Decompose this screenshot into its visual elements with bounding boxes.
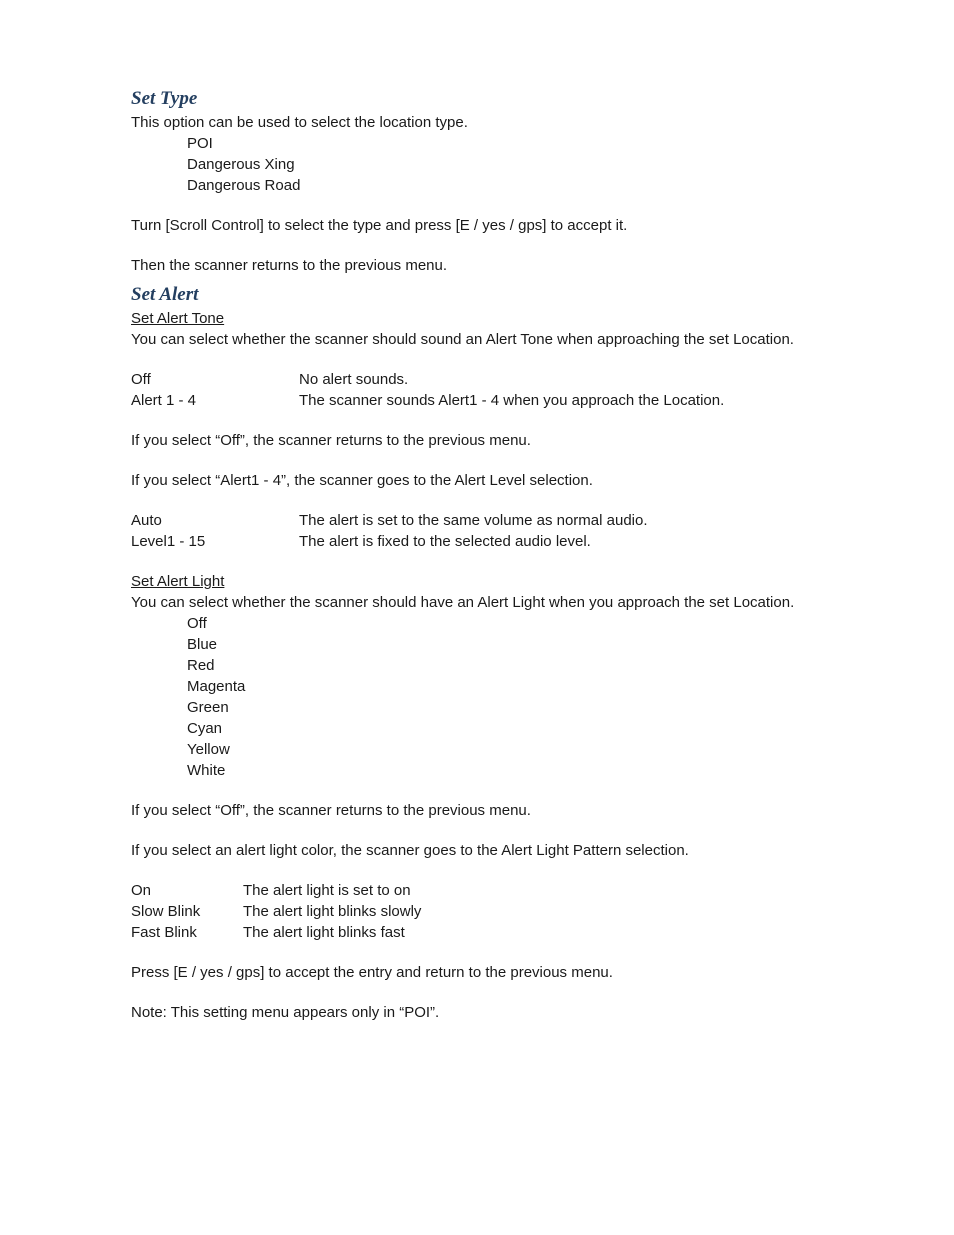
light-color-item: Blue [187,636,218,653]
level-option-desc: The alert is set to the same volume as normal audio. [299,512,648,529]
level-option-row [131,531,851,552]
pattern-option-desc: The alert light blinks slowly [243,903,422,920]
level-option-label: Auto [131,512,162,529]
pattern-option-desc: The alert light blinks fast [243,924,405,941]
light-color-text: If you select an alert light color, the scanner goes to the Alert Light Pattern selection. [131,842,689,859]
pattern-option-row [131,880,851,901]
pattern-option-label: Slow Blink [131,903,201,920]
document-page [131,86,851,1023]
light-off-text: If you select “Off”, the scanner returns to the previous menu. [131,802,531,819]
alert-light-intro: You can select whether the scanner should have an Alert Light when you approach the set Location. [131,594,795,611]
pattern-option-label: On [131,882,152,899]
level-option-label: Level1 - 15 [131,533,206,550]
tone-off-text: If you select “Off”, the scanner returns to the previous menu. [131,432,531,449]
level-option-desc: The alert is fixed to the selected audio level. [299,533,591,550]
type-option-dangerous-xing: Dangerous Xing [187,156,295,173]
tone-option-label: Alert 1 - 4 [131,392,197,409]
tone-option-desc: The scanner sounds Alert1 - 4 when you approach the Location. [299,392,725,409]
alert-tone-intro: You can select whether the scanner should sound an Alert Tone when approaching the set Location. [131,331,794,348]
light-color-item: Red [187,657,215,674]
type-option-poi: POI [187,135,213,152]
set-type-return-text: Then the scanner returns to the previous menu. [131,257,448,274]
pattern-option-row [131,901,851,922]
level-option-row [131,510,851,531]
set-type-instruction: Turn [Scroll Control] to select the type and press [E / yes / gps] to accept it. [131,217,628,234]
alert-tone-subheading: Set Alert Tone [131,310,225,327]
set-type-intro: This option can be used to select the location type. [131,114,468,131]
tone-option-row [131,369,851,390]
light-color-item: Yellow [187,741,230,758]
pattern-option-desc: The alert light is set to on [243,882,411,899]
tone-option-row [131,390,851,411]
set-type-heading: Set Type [131,88,198,109]
tone-alert-text: If you select “Alert1 - 4”, the scanner goes to the Alert Level selection. [131,472,593,489]
tone-option-desc: No alert sounds. [299,371,409,388]
light-color-item: Off [187,615,207,632]
light-accept-text: Press [E / yes / gps] to accept the entry and return to the previous menu. [131,964,613,981]
tone-option-label: Off [131,371,151,388]
pattern-option-row [131,922,851,943]
light-color-item: Cyan [187,720,223,737]
set-alert-heading: Set Alert [131,284,199,305]
pattern-option-label: Fast Blink [131,924,197,941]
light-color-item: Magenta [187,678,246,695]
light-note: Note: This setting menu appears only in “POI”. [131,1004,440,1021]
light-color-item: Green [187,699,229,716]
light-color-item: White [187,762,226,779]
alert-light-subheading: Set Alert Light [131,573,225,590]
type-option-dangerous-road: Dangerous Road [187,177,301,194]
